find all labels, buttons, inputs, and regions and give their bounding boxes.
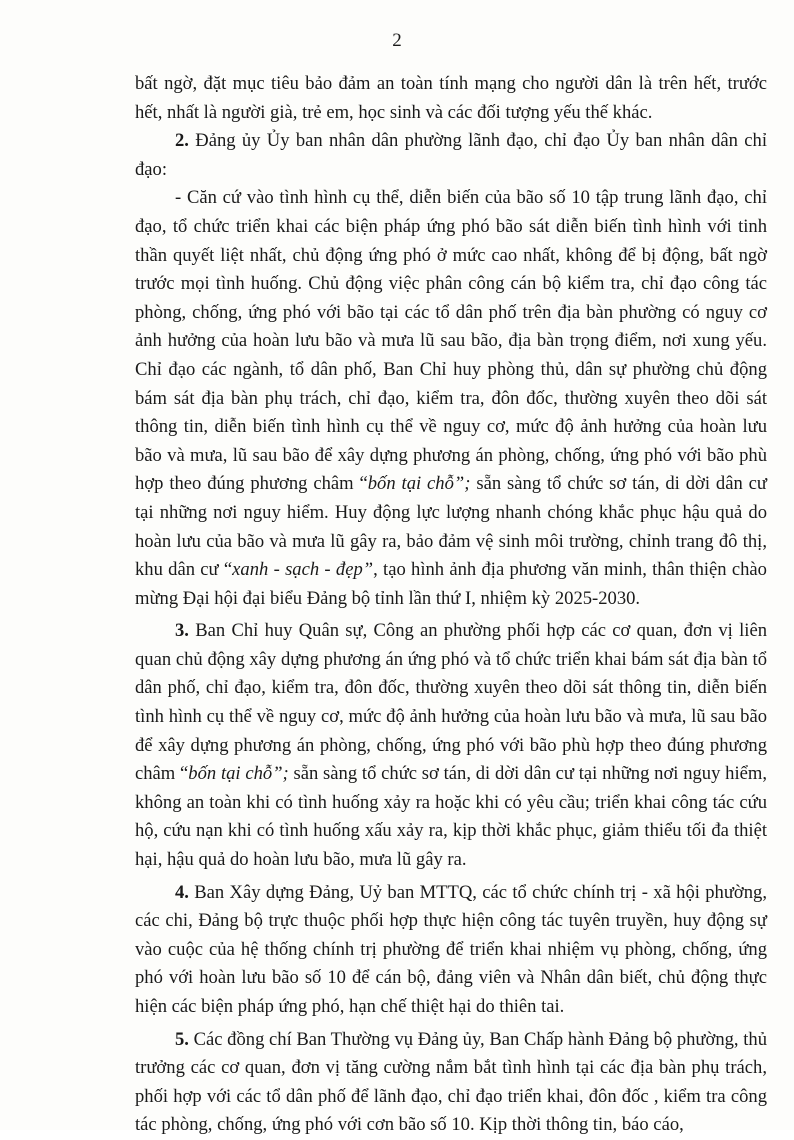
paragraph-text: sẵn sàng tổ chức sơ tán, di dời dân cư tại những nơi nguy hiểm. Huy động lực lượng nhanh chóng khắc phục hậu quả do hoàn lưu của bão và mưa lũ gây ra, bảo đảm vệ sinh môi trường, chỉnh trang đô thị, khu dân cư “ bbox=[135, 473, 767, 581]
paragraph-text: Ban Chỉ huy Quân sự, Công an phường phối hợp các cơ quan, đơn vị liên quan chủ động xây dựng phương án ứng phó và tổ chức triển khai bám sát địa bàn tổ dân phố, chỉ đạo, kiểm tra, đôn đốc, thường xuyên theo dõi sát thông tin, diễn biến tình hình cụ thể về nguy cơ, mức độ ảnh hưởng của hoàn lưu bão và mưa, lũ sau bão để xây dựng phương án phòng, chống, ứng phó với bão phù hợp theo đúng phương châm “ bbox=[135, 620, 767, 785]
paragraph-item-3 bbox=[135, 617, 767, 874]
paragraph-item-2-bullet bbox=[135, 184, 767, 613]
paragraph-continuation bbox=[135, 70, 767, 127]
page-number: 2 bbox=[392, 30, 402, 51]
document-body bbox=[135, 70, 767, 1140]
item-number: 5. bbox=[175, 1028, 189, 1050]
paragraph-text: sẵn sàng tổ chức sơ tán, di dời dân cư tại những nơi nguy hiểm, không an toàn khi có tình huống xảy ra hoặc khi có yêu cầu; triển khai công tác cứu hộ, cứu nạn khi có tình huống xấu xảy ra, kịp thời khắc phục, giảm thiểu tối đa thiệt hại, hậu quả do hoàn lưu bão, mưa lũ gây ra. bbox=[135, 763, 767, 871]
paragraph-text: , tạo hình ảnh địa phương văn minh, thân thiện chào mừng Đại hội đại biểu Đảng bộ tỉnh lần thứ I, nhiệm kỳ 2025-2030. bbox=[135, 559, 767, 609]
paragraph-text: Các đồng chí Ban Thường vụ Đảng ủy, Ban Chấp hành Đảng bộ phường, thủ trưởng các cơ quan, đơn vị tăng cường nắm bắt tình hình tại các địa bàn phụ trách, phối hợp với các tổ dân phố để lãnh đạo, chỉ đạo triển khai, đôn đốc , kiểm tra công tác phòng, chống, ứng phó với cơn bão số 10. Kịp thời thông tin, báo cáo, bbox=[135, 1028, 767, 1136]
italic-phrase: xanh - sạch - đẹp” bbox=[232, 559, 374, 581]
item-number: 2. bbox=[175, 130, 189, 152]
paragraph-item-4 bbox=[135, 879, 767, 1022]
paragraph-item-2 bbox=[135, 127, 767, 184]
italic-phrase: bốn tại chỗ”; bbox=[188, 763, 289, 785]
paragraph-text: bất ngờ, đặt mục tiêu bảo đảm an toàn tính mạng cho người dân là trên hết, trước hết, nhất là người già, trẻ em, học sinh và các đối tượng yếu thế khác. bbox=[135, 73, 767, 123]
paragraph-text: - Căn cứ vào tình hình cụ thể, diễn biến của bão số 10 tập trung lãnh đạo, chỉ đạo, tổ chức triển khai các biện pháp ứng phó bão sát diễn biến tình hình với tinh thần quyết liệt nhất, chủ động ứng phó ở mức cao nhất, không để bị động, bất ngờ trước mọi tình huống. Chủ động việc phân công cán bộ kiểm tra, chỉ đạo công tác phòng, chống, ứng phó với bão tại các tổ dân phố trên địa bàn phường có nguy cơ ảnh hưởng của hoàn lưu bão và mưa lũ sau bão, địa bàn trọng điểm, nơi xung yếu. Chỉ đạo các ngành, tổ dân phố, Ban Chỉ huy phòng thủ, dân sự phường chủ động bám sát địa bàn phụ trách, chỉ đạo, kiểm tra, đôn đốc, thường xuyên theo dõi sát thông tin, diễn biến tình hình cụ thể về nguy cơ, mức độ ảnh hưởng của hoàn lưu bão và mưa, lũ sau bão để xây dựng phương án phòng, chống, ứng phó với bão phù hợp theo đúng phương châm “ bbox=[135, 187, 767, 495]
paragraph-text: Ban Xây dựng Đảng, Uỷ ban MTTQ, các tổ chức chính trị - xã hội phường, các chi, Đảng bộ trực thuộc phối hợp thực hiện công tác tuyên truyền, huy động sự vào cuộc của hệ thống chính trị phường để triển khai nhiệm vụ phòng, chống, ứng phó với hoàn lưu bão số 10 để cán bộ, đảng viên và Nhân dân biết, chủ động thực hiện các biện pháp ứng phó, hạn chế thiệt hại do thiên tai. bbox=[135, 881, 767, 1017]
italic-phrase: bốn tại chỗ”; bbox=[367, 473, 471, 495]
paragraph-item-5 bbox=[135, 1026, 767, 1140]
item-number: 4. bbox=[175, 881, 189, 903]
paragraph-text: Đảng ủy Ủy ban nhân dân phường lãnh đạo, chỉ đạo Ủy ban nhân dân chỉ đạo: bbox=[135, 130, 767, 180]
item-number: 3. bbox=[175, 620, 189, 642]
